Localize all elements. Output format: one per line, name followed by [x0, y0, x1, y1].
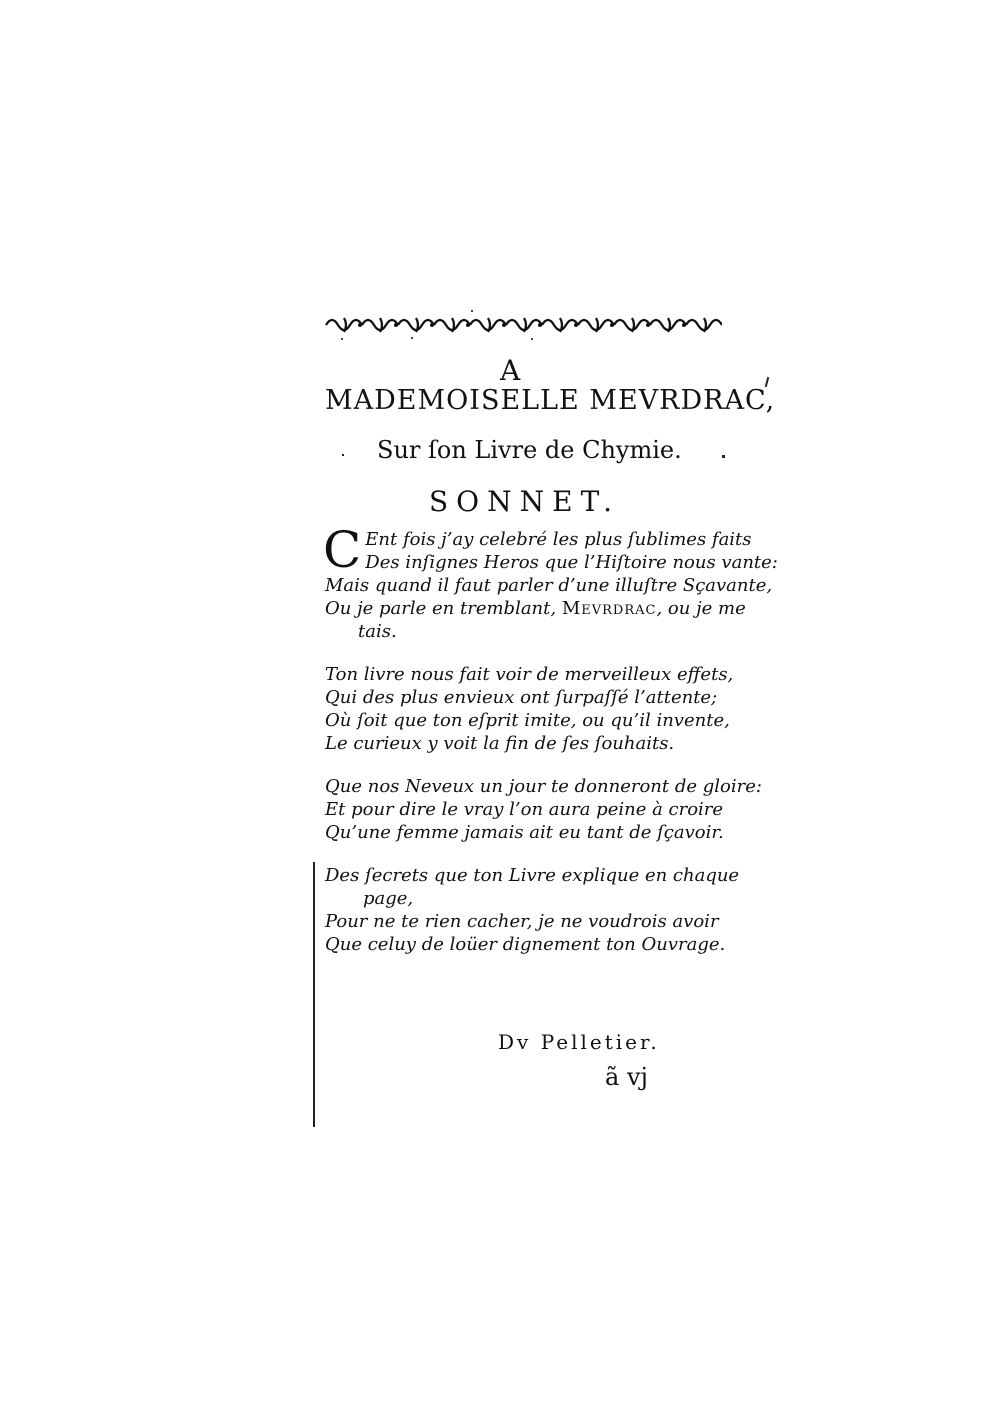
- poem-line: Qu’une femme jamais ait eu tant de ſçavoir.: [325, 822, 724, 843]
- poem-line: Que celuy de loüer dignement ton Ouvrage.: [325, 934, 726, 955]
- stanza-3: [325, 775, 762, 844]
- poem-line-end: , ou je me: [656, 598, 746, 619]
- heading-subject: Sur ſon Livre de Chymie.: [377, 436, 682, 464]
- poem-line: Et pour dire le vray l’on aura peine à croire: [325, 799, 724, 820]
- poem-title: SONNET.: [429, 485, 621, 518]
- poem-line-continuation: page,: [363, 888, 414, 909]
- poem-line: Mais quand il faut parler d’une illuſtre Sçavante,: [325, 575, 773, 596]
- author-name-smallcaps: Mevrdrac: [561, 598, 657, 619]
- stanza-2: [325, 663, 735, 755]
- fleuron-band-ornament-icon: [322, 308, 722, 342]
- gutter-shadow-line: [313, 862, 315, 1127]
- poem-line-start: Ou je parle en tremblant,: [325, 598, 562, 619]
- poem-line: Que nos Neveux un jour te donneront de gloire:: [325, 776, 762, 797]
- signature: Dv Pelletier.: [498, 1030, 660, 1054]
- stanza-1: [323, 521, 778, 643]
- poem-line: Des inſignes Heros que l’Hiſtoire nous vante:: [365, 552, 778, 573]
- signature-mark: ã vj: [605, 1063, 648, 1091]
- print-speck: [342, 454, 344, 456]
- poem-line: [325, 597, 746, 620]
- drop-cap: C: [323, 521, 362, 579]
- poem-line: Où ſoit que ton eſprit imite, ou qu’il invente,: [325, 710, 730, 731]
- fleuron-row: [326, 318, 722, 332]
- stanza-4: [325, 864, 740, 956]
- heading-recipient: MADEMOISELLE MEVRDRAC,: [325, 385, 776, 416]
- poem-line: Ton livre nous fait voir de merveilleux effets,: [325, 664, 734, 685]
- poem-line: Pour ne te rien cacher, je ne voudrois avoir: [325, 911, 719, 932]
- print-speck: [722, 455, 725, 458]
- sonnet-body: [323, 521, 778, 976]
- poem-line: Qui des plus envieux ont ſurpaſſé l’attente;: [325, 687, 718, 708]
- poem-line: Le curieux y voit la fin de ſes ſouhaits.: [325, 733, 675, 754]
- poem-line: Des ſecrets que ton Livre explique en chaque: [325, 865, 740, 886]
- poem-line-continuation: tais.: [358, 621, 397, 642]
- poem-line: Ent fois j’ay celebré les plus ſublimes faits: [365, 529, 752, 550]
- heading-dedication-a: A: [500, 354, 522, 387]
